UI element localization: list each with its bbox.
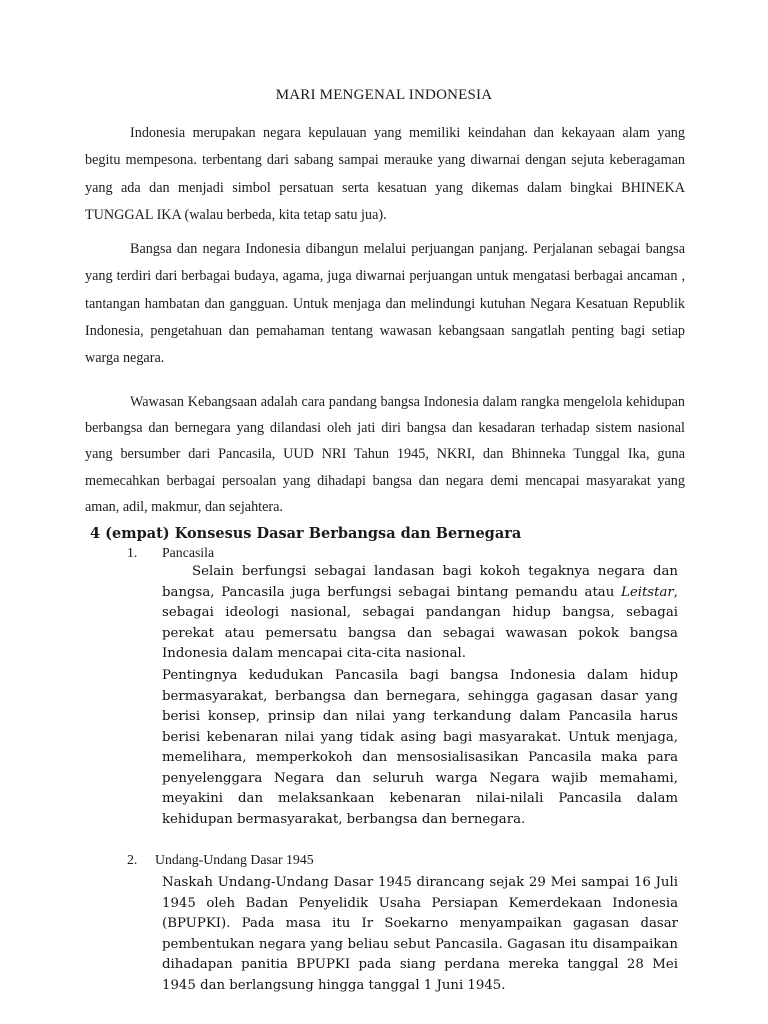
pancasila-text-b: , sebagai ideologi nasional, sebagai pandangan hidup bangsa, sebagai perekat atau pemersatu bangsa dan sebagai wawasan pokok bangsa Indonesia dalam mencapai cita-cita nasional. <box>162 584 678 661</box>
paragraph-wawasan: Wawasan Kebangsaan adalah cara pandang bangsa Indonesia dalam rangka mengelola kehidupan berbangsa dan bernegara yang dilandasi oleh jati diri bangsa dan kesadaran terhadap sistem nasional yang bersumber dari Pancasila, UUD NRI Tahun 1945, NKRI, dan Bhinneka Tunggal Ika, guna memecahkan berbagai persoalan yang dihadapi bangsa dan negara demi mencapai masyarakat yang aman, adil, makmur, dan sejahtera. <box>85 394 685 515</box>
pancasila-paragraph-2: Pentingnya kedudukan Pancasila bagi bangsa Indonesia dalam hidup bermasyarakat, berbangsa dan bernegara, sehingga gagasan dasar yang berisi konsep, prinsip dan nilai yang terkandung dalam Pancasila harus berisi kebenaran nilai yang tidak asing bagi masyarakat. Untuk menjaga, memelihara, memperkokoh dan mensosialisasikan Pancasila maka para penyelenggara Negara dan seluruh warga Negara wajib memahami, meyakini dan melaksankaan kebenaran nilai-nilali Pancasila dalam kehidupan bermasyarakat, berbangsa dan bernegara. <box>162 668 678 827</box>
uud-paragraph-1: Naskah Undang-Undang Dasar 1945 dirancang sejak 29 Mei sampai 16 Juli 1945 oleh Badan Penyelidik Usaha Persiapan Kemerdekaan Indonesia (BPUPKI). Pada masa itu Ir Soekarno menyampaikan gagasan dasar pembentukan negara yang beliau sebut Pancasila. Gagasan itu disampaikan dihadapan panitia BPUPKI pada siang perdana mereka tanggal 28 Mei 1945 dan berlangsung hingga tanggal 1 Juni 1945. <box>162 875 678 993</box>
list-number-1: 1. <box>127 545 138 560</box>
pancasila-paragraph-1 <box>162 562 678 665</box>
list-number-2: 2. <box>127 852 138 867</box>
list-heading-uud: Undang-Undang Dasar 1945 <box>155 852 314 867</box>
section-heading: 4 (empat) Konsesus Dasar Berbangsa dan Bernegara <box>90 525 522 542</box>
list-heading-pancasila: Pancasila <box>162 545 215 560</box>
paragraph-intro: Indonesia merupakan negara kepulauan yang memiliki keindahan dan kekayaan alam yang begitu mempesona. terbentang dari sabang sampai merauke yang diwarnai dengan sejuta keberagaman yang ada dan menjadi simbol persatuan serta kesatuan yang dikemas dalam bingkai BHINEKA TUNGGAL IKA (walau berbeda, kita tetap satu jua). <box>85 125 685 223</box>
pancasila-text-a: Selain berfungsi sebagai landasan bagi kokoh tegaknya negara dan bangsa, Pancasila juga berfungsi sebagai bintang pemandu atau <box>162 564 678 600</box>
document-title: MARI MENGENAL INDONESIA <box>275 87 493 103</box>
leitstar-term: Leitstar <box>621 584 674 600</box>
paragraph-history: Bangsa dan negara Indonesia dibangun melalui perjuangan panjang. Perjalanan sebagai bangsa yang terdiri dari berbagai budaya, agama, juga diwarnai perjuangan untuk mengatasi berbagai ancaman , tantangan hambatan dan gangguan. Untuk menjaga dan melindungi kutuhan Negara Kesatuan Republik Indonesia, pengetahuan dan pemahaman tentang wawasan kebangsaan sangatlah penting bagi setiap warga negara. <box>85 241 685 367</box>
